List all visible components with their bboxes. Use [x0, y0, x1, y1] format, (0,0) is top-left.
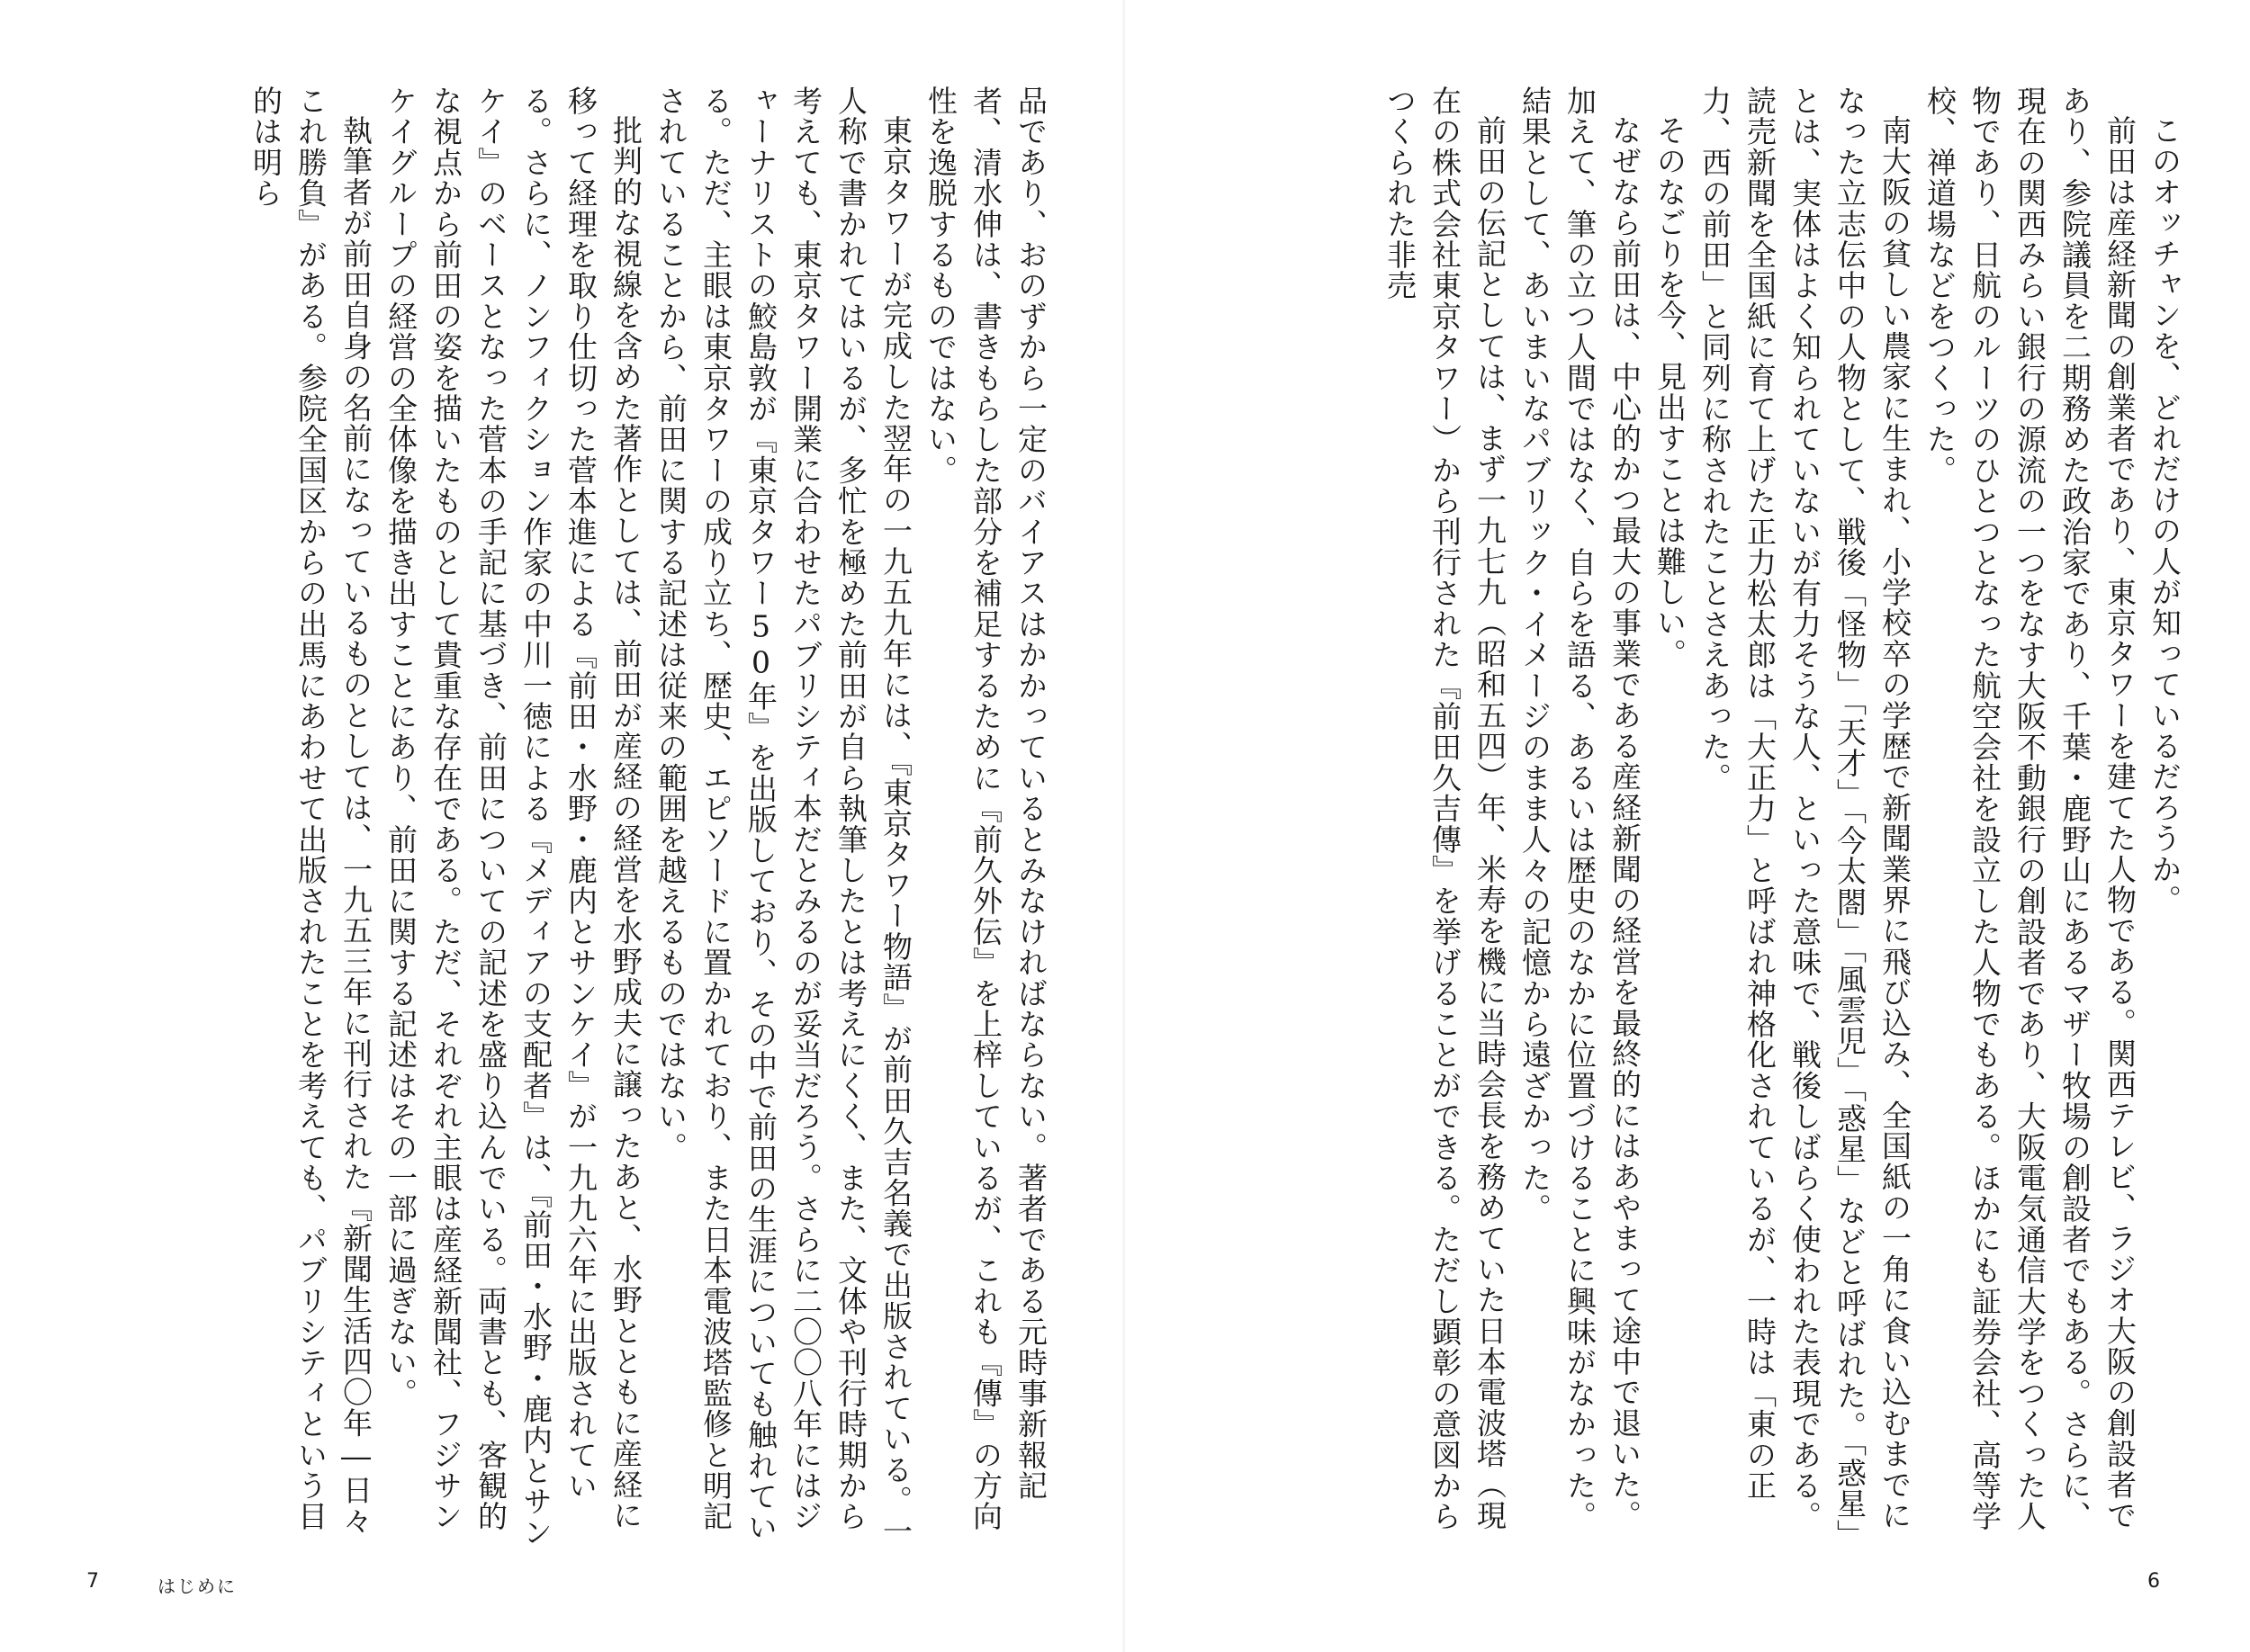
paragraph: なぜなら前田は、中心的かつ最大の事業である産経新聞の経営を最終的にはあやまって途中で退いた。加えて、筆の立つ人間ではなく、自らを語る、あるいは歴史のなかに位置づけることに興味がなかった。結果として、あいまいなパブリック・イメージのまま人々の記憶から遠ざかった。: [1517, 85, 1642, 1532]
page-number: 7: [86, 1570, 99, 1593]
paragraph: そのなごりを今、見出すことは難しい。: [1652, 115, 1688, 669]
paragraph: 南大阪の貧しい農家に生まれ、小学校卒の学歴で新聞業界に飛び込み、全国紙の一角に食い込むまでになった立志伝中の人物として、戦後「怪物」「天才」「今太閤」「風雲児」「惑星」などと呼ばれた。「惑星」とは、実体はよく知られていないが有力そうな人、といった意味で、戦後しばらく使われた表現である。読売新聞を全国紙に育て上げた正力松太郎は「大正力」と呼ばれ神格化されているが、一時は「東の正力、西の前田」と同列に称されたことさえあった。: [1697, 85, 1912, 1550]
paragraph: 執筆者が前田自身の名前になっているものとしては、一九五三年に刊行された『新聞生活四〇年―日々これ勝負』がある。参院全国区からの出馬にあわせて出版されたことを考えても、パブリシティという目的は明ら: [248, 85, 374, 1537]
paragraph: 前田の伝記としては、まず一九七九（昭和五四）年、米寿を機に当時会長を務めていた日本電波塔（現在の株式会社東京タワー）から刊行された『前田久吉傳』を挙げることができる。ただし顕彰の意図からつくられた非売: [1382, 85, 1508, 1532]
left-page-text: [97, 85, 1053, 1552]
right-page-text: [1251, 85, 2187, 1552]
running-head: はじめに: [158, 1576, 237, 1597]
paragraph: このオッチャンを、どれだけの人が知っているだろうか。: [2147, 115, 2182, 916]
paragraph: 批判的な視線を含めた著作としては、前田が産経の経営を水野成夫に譲ったあと、水野とともに産経に移って経理を取り仕切った菅本進による『前田・水野・鹿内とサンケイ』が一九九六年に出版されている。さらに、ノンフィクション作家の中川一徳による『メディアの支配者』は、『前田・水野・鹿内とサンケイ』のベースとなった菅本の手記に基づき、前田についての記述を盛り込んでいる。両書とも、客観的な視点から前田の姿を描いたものとして貴重な存在である。ただ、それぞれ主眼は産経新聞社、フジサンケイグループの経営の全体像を描き出すことにあり、前田に関する記述はその一部に過ぎない。: [383, 85, 644, 1549]
paragraph: 東京タワーが完成した翌年の一九五九年には、『東京タワー物語』が前田久吉名義で出版されている。一人称で書かれてはいるが、多忙を極めた前田が自ら執筆したとは考えにくく、また、文体や刊行時期から考えても、東京タワー開業に合わせたパブリシティ本だとみるのが妥当だろう。さらに二〇〇八年にはジャーナリストの鮫島敦が『東京タワー50年』を出版しており、その中で前田の生涯についても触れている。ただ、主眼は東京タワーの成り立ち、歴史、エピソードに置かれており、また日本電波塔監修と明記されていることから、前田に関する記述は従来の範囲を越えるものではない。: [653, 85, 914, 1547]
paragraph: 前田は産経新聞の創業者であり、東京タワーを建てた人物である。関西テレビ、ラジオ大阪の創設者であり、参院議員を二期務めた政治家であり、千葉・鹿野山にあるマザー牧場の創設者でもある。さらに、現在の関西みらい銀行の源流の一つをなす大阪不動銀行の創設者であり、大阪電気通信大学をつくった人物であり、日航のルーツのひとつとなった航空会社を設立した人物でもある。ほかにも証券会社、高等学校、禅道場などをつくった。: [1922, 85, 2138, 1532]
page-number: 6: [2147, 1570, 2160, 1593]
paragraph: 品であり、おのずから一定のバイアスはかかっているとみなければならない。著者である元時事新報記者、清水伸は、書きもらした部分を補足するために『前久外伝』を上梓しているが、これも『傳』の方向性を逸脱するものではない。: [923, 85, 1048, 1532]
right-page: [1125, 0, 2250, 1652]
